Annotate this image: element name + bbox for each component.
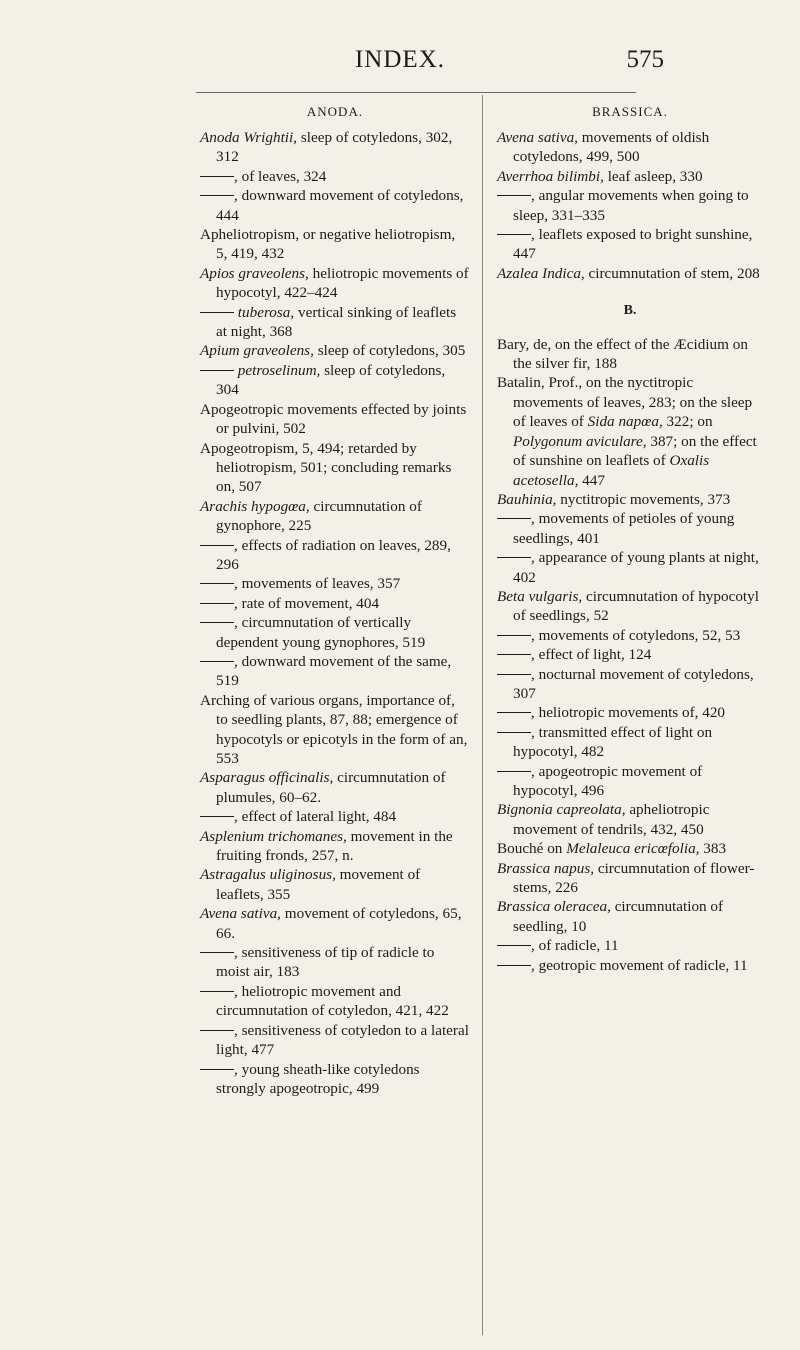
entry-text: , appearance of young plants at night, 402 (513, 549, 759, 586)
entry-text: Apogeotropism, 5, 494; retarded by heliotropism, 501; concluding remarks on, 507 (200, 439, 452, 496)
ditto-dash (200, 816, 234, 817)
entry-text: Batalin, Prof., on the nyctitropic movements of leaves, 283; on the sleep of leaves of (497, 374, 753, 431)
ditto-dash (497, 557, 531, 558)
ditto-dash (200, 370, 234, 371)
entry-text: circumnutation of plumules, 60–62. (216, 769, 446, 806)
entry-term: Azalea Indica, (497, 264, 585, 282)
entry-text: , heliotropic movement and circumnutation of cotyledon, 421, 422 (216, 982, 449, 1020)
ditto-dash (200, 312, 234, 313)
ditto-dash (497, 771, 531, 772)
index-entry (200, 827, 470, 866)
index-entry (200, 982, 470, 1021)
entry-text: Apheliotropism, or negative heliotropism, 5, 419, 432 (200, 226, 456, 263)
left-column (200, 100, 470, 1098)
entry-text: , downward movement of cotyledons, 444 (216, 187, 464, 224)
entry-text: , young sheath-like cotyledons strongly apogeotropic, 499 (216, 1060, 420, 1097)
index-entry (200, 400, 470, 439)
entry-text: circumnutation of gynophore, 225 (216, 497, 422, 535)
entry-text: circumnutation of hypocotyl of seedlings, 52 (513, 587, 759, 625)
entry-text: sleep of cotyledons, 302, 312 (216, 129, 453, 166)
index-entry (200, 167, 470, 186)
index-entry (200, 807, 470, 826)
entry-term: Avena sativa, (200, 905, 281, 923)
entry-text: circumnutation of flower-stems, 226 (513, 859, 755, 897)
index-entry (497, 645, 763, 664)
entry-text: , geotropic movement of radicle, 11 (531, 956, 748, 974)
page-number: 575 (626, 46, 664, 73)
index-entry (200, 341, 470, 360)
entry-text: , nocturnal movement of cotyledons, 307 (513, 665, 754, 702)
entry-text: , movements of leaves, 357 (234, 575, 401, 593)
index-entry (200, 904, 470, 943)
entry-text: 447 (578, 471, 605, 489)
entry-term: tuberosa, (237, 303, 295, 321)
entry-text: , transmitted effect of light on hypocotyl, 482 (513, 723, 713, 761)
entry-text: heliotropic movements of hypocotyl, 422–424 (216, 264, 469, 302)
entry-text: nyctitropic movements, 373 (556, 490, 731, 508)
ditto-dash (200, 1069, 234, 1070)
index-entry (200, 1021, 470, 1060)
index-entry (497, 703, 763, 722)
ditto-dash (200, 991, 234, 992)
index-entry (497, 665, 763, 704)
entry-text: apheliotropic movement of tendrils, 432, 450 (513, 801, 710, 838)
index-entry (497, 264, 763, 283)
entry-text: Arching of various organs, importance of, to seedling plants, 87, 88; emergence of hypocotyls or epicotyls in the form of an, 553 (200, 691, 468, 767)
entry-text: movement of leaflets, 355 (216, 866, 421, 903)
entry-term: Asparagus officinalis, (200, 769, 334, 787)
index-entry (200, 186, 470, 225)
index-entry (497, 839, 763, 858)
entry-text: 383 (699, 840, 727, 858)
index-entry (200, 768, 470, 807)
entry-term: Sida napœa, (587, 413, 663, 431)
entry-term: Averrhoa bilimbi, (497, 167, 604, 185)
index-entry (200, 439, 470, 497)
ditto-dash (497, 674, 531, 675)
index-entry (200, 652, 470, 691)
entry-term: Apium graveolens, (200, 342, 314, 360)
index-entry (497, 956, 763, 975)
entry-text: , heliotropic movements of, 420 (531, 704, 726, 722)
header-rule (196, 92, 636, 93)
ditto-dash (497, 635, 531, 636)
entry-text: sleep of cotyledons, 305 (313, 342, 466, 360)
letter-heading: B. (623, 303, 637, 319)
entry-term: Arachis hypogœa, (200, 497, 310, 515)
index-entry (497, 897, 763, 936)
index-entry (200, 361, 470, 400)
entry-text: movement in the fruiting fronds, 257, n. (216, 827, 453, 865)
ditto-dash (200, 622, 234, 623)
index-entry (497, 167, 763, 186)
ditto-dash (200, 545, 234, 546)
index-entry (497, 626, 763, 645)
index-entry (497, 762, 763, 801)
ditto-dash (200, 583, 234, 584)
entry-term: Melaleuca ericœfolia, (566, 840, 700, 858)
index-entry (497, 490, 763, 509)
entry-term: Bignonia capreolata, (497, 801, 626, 819)
index-entry (497, 509, 763, 548)
entry-term: Avena sativa, (497, 129, 578, 146)
entry-term: Astragalus uliginosus, (200, 866, 336, 884)
entry-text: Apogeotropic movements effected by joints or pulvini, 502 (200, 400, 467, 438)
index-entry (497, 723, 763, 762)
ditto-dash (497, 712, 531, 713)
index-entry (200, 225, 470, 264)
ditto-dash (200, 1030, 234, 1031)
index-entry (200, 264, 470, 303)
entry-term: Anoda Wrightii, (200, 129, 298, 146)
entry-text: , effect of lateral light, 484 (234, 808, 397, 826)
entry-text: Bouché on (497, 840, 567, 858)
index-entry (497, 587, 763, 626)
entry-term: Oxalis acetosella, (513, 452, 710, 489)
index-entry (200, 574, 470, 593)
entry-text: , downward movement of the same, 519 (216, 652, 452, 690)
ditto-dash (200, 952, 234, 953)
entry-text: circumnutation of stem, 208 (584, 264, 760, 282)
entry-text: , effects of radiation on leaves, 289, 296 (216, 536, 451, 573)
entry-term: Asplenium trichomanes, (200, 827, 347, 845)
index-entry (497, 936, 763, 955)
entry-text: circumnutation of seedling, 10 (513, 898, 724, 935)
entry-text: 387; on the effect of sunshine on leaflets of (513, 432, 757, 470)
ditto-dash (497, 654, 531, 655)
entry-term: Apios graveolens, (200, 264, 309, 282)
entry-text: , of leaves, 324 (234, 167, 327, 185)
entry-text: , sensitiveness of cotyledon to a lateral light, 477 (216, 1021, 469, 1059)
entry-text: , apogeotropic movement of hypocotyl, 496 (513, 762, 703, 799)
index-entry (200, 497, 470, 536)
ditto-dash (200, 195, 234, 196)
entry-text: 322; on (662, 413, 713, 431)
entry-text: , circumnutation of vertically dependent young gynophores, 519 (216, 614, 426, 651)
right-column-heading: BRASSICA. (592, 104, 668, 119)
entry-text: Bary, de, on the effect of the Æcidium on the silver fir, 188 (497, 335, 748, 373)
index-entry (200, 303, 470, 342)
index-entry (497, 800, 763, 839)
ditto-dash (497, 518, 531, 519)
entry-text: leaf asleep, 330 (603, 167, 703, 185)
ditto-dash (497, 195, 531, 196)
right-entry-list-b (497, 335, 763, 975)
index-entry (200, 1060, 470, 1099)
entry-text: , effect of light, 124 (531, 646, 652, 664)
ditto-dash (497, 732, 531, 733)
entry-term: Polygonum aviculare, (513, 432, 647, 450)
index-entry (200, 594, 470, 613)
ditto-dash (200, 176, 234, 177)
entry-term: petroselinum, (237, 361, 321, 379)
index-entry (497, 186, 763, 225)
index-entry (497, 859, 763, 898)
column-divider (482, 95, 483, 1335)
entry-text: , leaflets exposed to bright sunshine, 447 (513, 226, 753, 263)
entry-text: movements of oldish cotyledons, 499, 500 (513, 129, 710, 166)
left-entry-list (200, 128, 470, 1098)
entry-term: Bauhinia, (497, 490, 557, 508)
index-entry (200, 128, 470, 167)
entry-text: , movements of cotyledons, 52, 53 (531, 626, 741, 644)
entry-text: , movements of petioles of young seedlings, 401 (513, 510, 735, 547)
entry-text: , angular movements when going to sleep, 331–335 (513, 187, 749, 224)
ditto-dash (200, 661, 234, 662)
index-entry (200, 943, 470, 982)
index-entry (200, 865, 470, 904)
ditto-dash (200, 603, 234, 604)
entry-text: , rate of movement, 404 (234, 594, 380, 612)
index-entry (200, 536, 470, 575)
page-title: INDEX. (354, 46, 445, 73)
entry-term: Brassica oleracea, (497, 898, 611, 916)
right-entry-list-a (497, 128, 763, 283)
ditto-dash (497, 234, 531, 235)
right-column (497, 100, 763, 975)
entry-term: Beta vulgaris, (497, 587, 583, 605)
entry-text: movement of cotyledons, 65, 66. (216, 905, 462, 942)
index-entry (497, 548, 763, 587)
entry-text: , sensitiveness of tip of radicle to moist air, 183 (216, 944, 435, 981)
entry-term: Brassica napus, (497, 859, 595, 877)
ditto-dash (497, 965, 531, 966)
index-entry (497, 335, 763, 374)
entry-text: sleep of cotyledons, 304 (216, 361, 446, 399)
ditto-dash (497, 945, 531, 946)
index-entry (497, 128, 763, 167)
running-head (0, 46, 800, 86)
index-entry (497, 373, 763, 489)
index-entry (497, 225, 763, 264)
entry-text: vertical sinking of leaflets at night, 368 (216, 303, 457, 341)
index-entry (200, 613, 470, 652)
index-entry (200, 691, 470, 769)
left-column-heading: ANODA. (306, 104, 364, 119)
entry-text: , of radicle, 11 (531, 937, 619, 955)
